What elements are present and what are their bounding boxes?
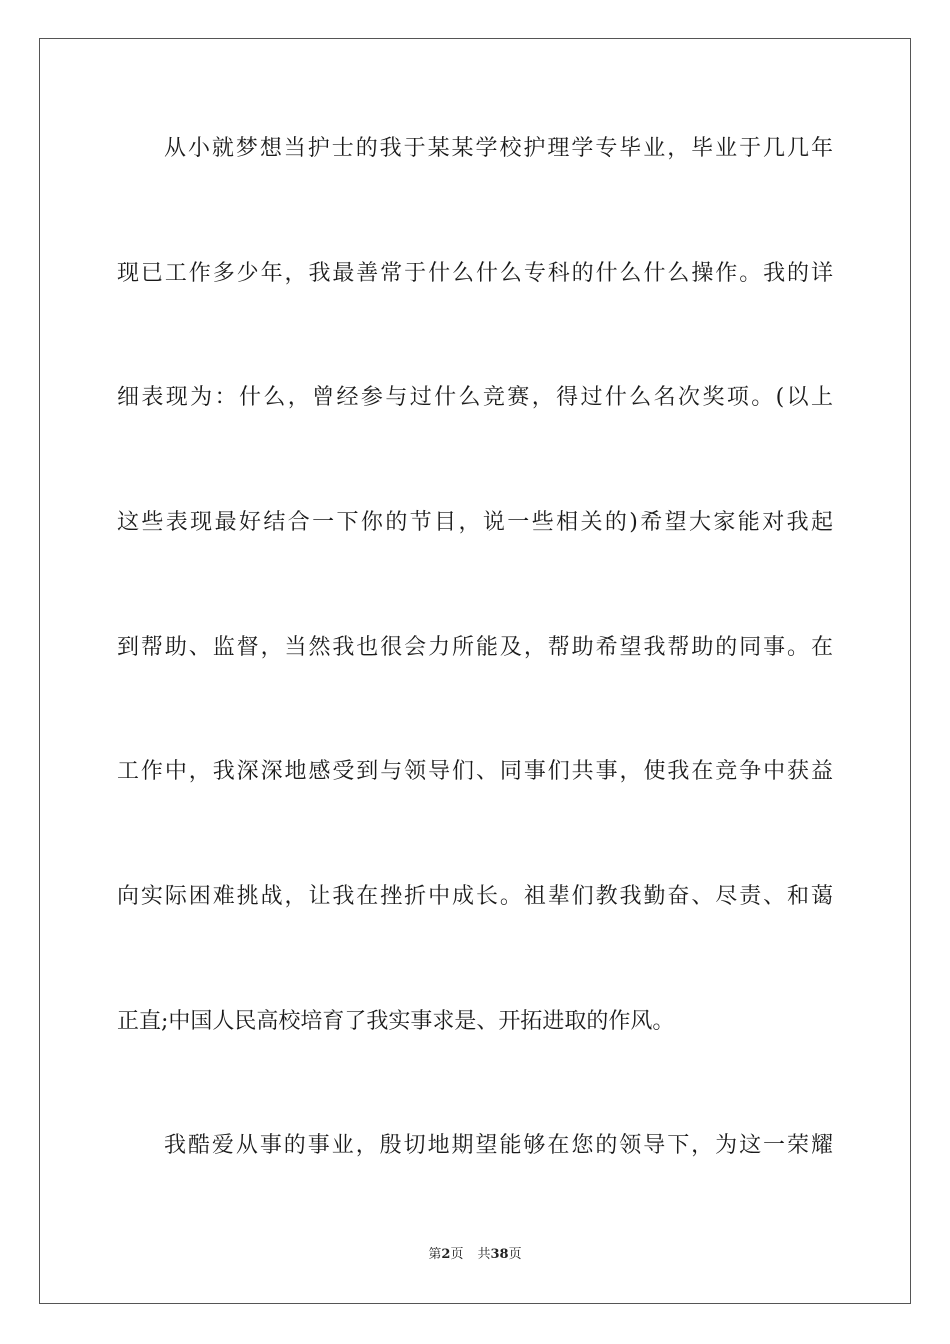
paragraph-line-8: 正直;中国人民高校培育了我实事求是、开拓进取的作风。 [117,1009,675,1034]
paragraph-line-6: 工作中，我深深地感受到与领导们、同事们共事，使我在竞争中获益 [117,759,833,784]
footer-page-suffix: 页 [450,1247,464,1262]
footer-total-pages: 38 [490,1247,509,1262]
footer-total-suffix: 页 [508,1247,522,1262]
footer-page-prefix: 第 [428,1247,442,1262]
footer-total-prefix: 共 [477,1247,491,1262]
paragraph-line-7: 向实际困难挑战，让我在挫折中成长。祖辈们教我勤奋、尽责、和蔼 [117,884,833,909]
paragraph-line-4: 这些表现最好结合一下你的节目，说一些相关的)希望大家能对我起 [117,510,833,535]
page-footer [0,1246,950,1264]
paragraph-line-3: 细表现为：什么，曾经参与过什么竞赛，得过什么名次奖项。(以上 [117,385,833,410]
paragraph-line-9: 我酷爱从事的事业，殷切地期望能够在您的领导下，为这一荣耀 [164,1133,833,1158]
paragraph-line-1: 从小就梦想当护士的我于某某学校护理学专毕业，毕业于几几年 [164,136,833,161]
paragraph-line-5: 到帮助、监督，当然我也很会力所能及，帮助希望我帮助的同事。在 [117,635,833,660]
page-frame [39,38,911,1304]
paragraph-line-2: 现已工作多少年，我最善常于什么什么专科的什么什么操作。我的详 [117,261,833,286]
footer-page-number: 2 [441,1247,451,1262]
